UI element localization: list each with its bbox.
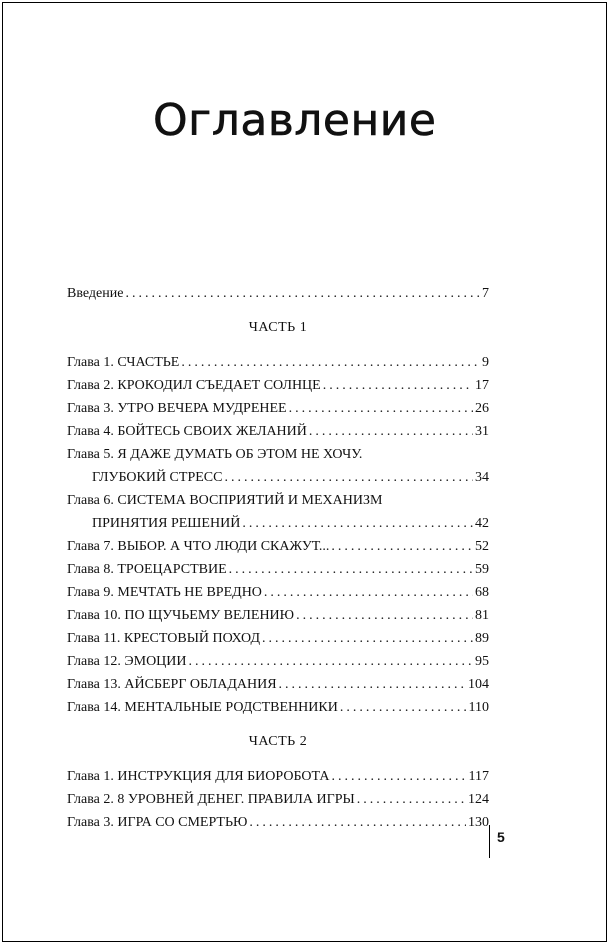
toc-entry-label-cont: ГЛУБОКИЙ СТРЕСС — [92, 470, 223, 485]
toc-entry — [67, 397, 489, 420]
toc-entry — [67, 788, 489, 811]
toc-entry — [67, 627, 489, 650]
dot-leader — [340, 696, 467, 719]
dot-leader — [279, 673, 466, 696]
dot-leader — [224, 466, 473, 489]
dot-leader — [309, 420, 473, 443]
toc-entry-label: Глава 2. 8 УРОВНЕЙ ДЕНЕГ. ПРАВИЛА ИГРЫ — [67, 792, 355, 807]
toc-entry-label: Глава 3. УТРО ВЕЧЕРА МУДРЕНЕЕ — [67, 401, 287, 416]
dot-leader — [249, 811, 466, 834]
toc-entry — [67, 420, 489, 443]
toc-entry-page: 81 — [475, 608, 489, 623]
dot-leader — [264, 581, 473, 604]
toc-entry-page: 104 — [468, 677, 489, 692]
toc-entry-page: 124 — [468, 792, 489, 807]
toc-entry — [67, 604, 489, 627]
toc-entry — [67, 374, 489, 397]
toc-entry-page: 31 — [475, 424, 489, 439]
toc-entry — [67, 558, 489, 581]
toc-entry — [67, 696, 489, 719]
toc-entry — [67, 535, 489, 558]
toc-entry-label: Глава 5. Я ДАЖЕ ДУМАТЬ ОБ ЭТОМ НЕ ХОЧУ. — [67, 447, 363, 462]
toc-entry-label: Глава 9. МЕЧТАТЬ НЕ ВРЕДНО — [67, 585, 262, 600]
book-page — [2, 2, 607, 942]
toc-entry — [67, 443, 489, 466]
toc-entry-intro — [67, 282, 489, 305]
dot-leader — [323, 374, 473, 397]
dot-leader — [242, 512, 473, 535]
toc-entry — [67, 489, 489, 512]
toc-entry — [67, 673, 489, 696]
dot-leader — [125, 282, 480, 305]
toc-entry-page: 59 — [475, 562, 489, 577]
toc-entry-continuation — [67, 512, 489, 535]
dot-leader — [262, 627, 473, 650]
page-number: 5 — [497, 829, 505, 845]
dot-leader — [289, 397, 473, 420]
toc-entry-label: Введение — [67, 286, 124, 301]
toc-entry-label: Глава 8. ТРОЕЦАРСТВИЕ — [67, 562, 227, 577]
table-of-contents — [67, 282, 489, 834]
toc-entry-page: 130 — [468, 815, 489, 830]
dot-leader — [296, 604, 473, 627]
toc-entry-label: Глава 4. БОЙТЕСЬ СВОИХ ЖЕЛАНИЙ — [67, 424, 307, 439]
toc-entry-page: 26 — [475, 401, 489, 416]
toc-entry-label: Глава 1. СЧАСТЬЕ — [67, 355, 180, 370]
toc-entry-page: 89 — [475, 631, 489, 646]
dot-leader — [229, 558, 473, 581]
toc-entry-page: 117 — [468, 769, 489, 784]
toc-entry-page: 17 — [475, 378, 489, 393]
toc-entry-label: Глава 3. ИГРА СО СМЕРТЬЮ — [67, 815, 248, 830]
toc-entry-label: Глава 2. КРОКОДИЛ СЪЕДАЕТ СОЛНЦЕ — [67, 378, 321, 393]
toc-entry — [67, 765, 489, 788]
folio-divider — [489, 825, 490, 858]
page-title: Оглавление — [153, 95, 437, 146]
toc-entry-page: 68 — [475, 585, 489, 600]
dot-leader — [331, 765, 466, 788]
part-heading: ЧАСТЬ 1 — [248, 320, 308, 335]
toc-entry-page: 7 — [482, 286, 489, 301]
dot-leader — [181, 351, 480, 374]
toc-entry-page: 34 — [475, 470, 489, 485]
toc-entry-label: Глава 6. СИСТЕМА ВОСПРИЯТИЙ И МЕХАНИЗМ — [67, 493, 383, 508]
toc-entry-page: 95 — [475, 654, 489, 669]
toc-entry-continuation — [67, 466, 489, 489]
toc-entry-page: 9 — [482, 355, 489, 370]
toc-entry — [67, 811, 489, 834]
toc-entry-label: Глава 14. МЕНТАЛЬНЫЕ РОДСТВЕННИКИ — [67, 700, 338, 715]
toc-entry-label-cont: ПРИНЯТИЯ РЕШЕНИЙ — [92, 516, 241, 531]
toc-entry-label: Глава 10. ПО ЩУЧЬЕМУ ВЕЛЕНИЮ — [67, 608, 295, 623]
toc-entry-label: Глава 13. АЙСБЕРГ ОБЛАДАНИЯ — [67, 677, 277, 692]
toc-entry-label: Глава 12. ЭМОЦИИ — [67, 654, 187, 669]
toc-entry-label: Глава 7. ВЫБОР. А ЧТО ЛЮДИ СКАЖУТ... — [67, 539, 330, 554]
dot-leader — [357, 788, 466, 811]
toc-entry — [67, 351, 489, 374]
toc-entry-page: 42 — [475, 516, 489, 531]
dot-leader — [189, 650, 473, 673]
dot-leader — [331, 535, 473, 558]
toc-entry-label: Глава 1. ИНСТРУКЦИЯ ДЛЯ БИОРОБОТА — [67, 769, 330, 784]
toc-entry-label: Глава 11. КРЕСТОВЫЙ ПОХОД — [67, 631, 260, 646]
toc-entry-page: 52 — [475, 539, 489, 554]
toc-entry-page: 110 — [468, 700, 489, 715]
toc-entry — [67, 650, 489, 673]
toc-entry — [67, 581, 489, 604]
part-heading: ЧАСТЬ 2 — [248, 734, 308, 749]
